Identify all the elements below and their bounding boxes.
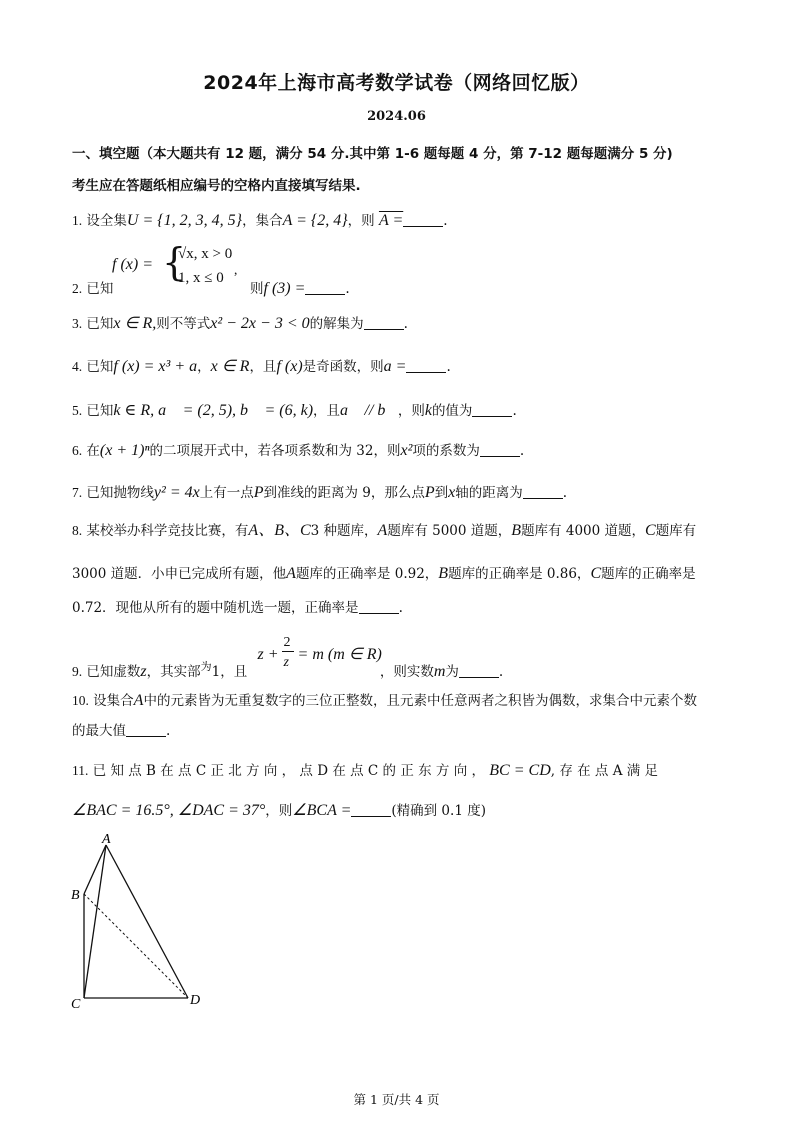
exam-date: 2024.06 — [367, 109, 426, 124]
question-8-line-3: 0.72．现他从所有的题中随机选一题，正确率是 . — [72, 600, 403, 616]
question-11-line-2: ∠BAC = 16.5°, ∠DAC = 37°，则∠BCA = (精确到 0.1 度) — [72, 802, 486, 819]
question-number: 9. — [72, 664, 83, 679]
answer-blank — [459, 663, 499, 678]
brace-icon: { — [162, 240, 187, 284]
question-number: 7. — [72, 485, 83, 500]
fraction-equation: z + 2 z = m (m ∈ R) — [257, 635, 382, 670]
question-number: 11. — [72, 763, 89, 778]
complement-a: A = — [378, 212, 404, 229]
question-number: 3. — [72, 316, 83, 331]
label-b: B — [71, 888, 80, 903]
piecewise-function: f (x) = { √x, x > 0 1, x ≤ 0 , — [112, 240, 238, 286]
answer-blank — [523, 484, 563, 499]
geometry-figure — [60, 832, 220, 1017]
set-u: U = {1, 2, 3, 4, 5} — [126, 212, 243, 229]
page-footer: 第 1 页/共 4 页 — [353, 1092, 440, 1107]
question-number: 10. — [72, 693, 89, 708]
question-number: 1. — [72, 213, 83, 228]
label-d: D — [190, 993, 201, 1008]
label-c: C — [71, 997, 81, 1012]
answer-blank — [406, 358, 446, 373]
question-1: 1. 设全集U = {1, 2, 3, 4, 5}，集合A = {2, 4}，则 A = . — [72, 212, 448, 229]
set-a: A = {2, 4} — [282, 212, 348, 229]
question-number: 5. — [72, 403, 83, 418]
answer-blank — [359, 599, 399, 614]
question-9: 9. 已知虚数z，其实部$^为$1，且 z + 2 z = m (m ∈ R) ，则实数m为 . — [72, 635, 504, 680]
answer-blank — [364, 315, 404, 330]
question-number: 8. — [72, 523, 83, 538]
question-number: 2. — [72, 281, 83, 296]
segment-ad — [106, 845, 188, 998]
answer-blank — [403, 212, 443, 227]
answer-blank — [351, 802, 391, 817]
section-instructions: 考生应在答题纸相应编号的空格内直接填写结果. — [72, 178, 361, 194]
question-3: 3. 已知x ∈ R,则不等式x² − 2x − 3 < 0的解集为 . — [72, 315, 408, 332]
question-7: 7. 已知抛物线y² = 4x上有一点P到准线的距离为 9，那么点P到x轴的距离为 . — [72, 484, 568, 501]
answer-blank — [472, 402, 512, 417]
question-2: 2. 已知 则f (3) = . — [72, 280, 350, 297]
section-heading: 一、填空题（本大题共有 12 题，满分 54 分.其中第 1-6 题每题 4 分，第 7-12 题每题满分 5 分) — [72, 146, 673, 162]
question-11: 11. 已 知 点 B 在 点 C 正 北 方 向 ， 点 D 在 点 C 的 正 东 方 向 ， BC = CD, 存 在 点 A 满 足 — [72, 762, 659, 779]
question-number: 4. — [72, 359, 83, 374]
question-10: 10. 设集合A中的元素皆为无重复数字的三位正整数，且元素中任意两者之积皆为偶数，求集合中元素个数 — [72, 692, 697, 709]
question-number: 6. — [72, 443, 83, 458]
question-8: 8. 某校举办科学竞技比赛，有A、B、C3 种题库，A题库有 5000 道题，B题库有 4000 道题，C题库有 — [72, 522, 697, 539]
question-5: 5. 已知k ∈ R, a⃗ = (2, 5), b⃗ = (6, k)，且a⃗ // b⃗，则k的值为 . — [72, 402, 517, 419]
label-a: A — [102, 832, 111, 847]
answer-blank — [480, 442, 520, 457]
question-8-line-2: 3000 道题．小申已完成所有题，他A题库的正确率是 0.92，B题库的正确率是 0.86，C题库的正确率是 — [72, 565, 696, 582]
answer-blank — [126, 722, 166, 737]
page-title: 2024年上海市高考数学试卷（网络回忆版） — [203, 72, 590, 94]
question-6: 6. 在(x + 1)ⁿ的二项展开式中，若各项系数和为 32，则x²项的系数为 . — [72, 442, 525, 459]
question-10-line-2: 的最大值 . — [72, 723, 171, 739]
answer-blank — [305, 280, 345, 295]
segment-bd-dashed — [84, 894, 188, 998]
question-4: 4. 已知f (x) = x³ + a，x ∈ R，且f (x)是奇函数，则a = . — [72, 358, 451, 375]
